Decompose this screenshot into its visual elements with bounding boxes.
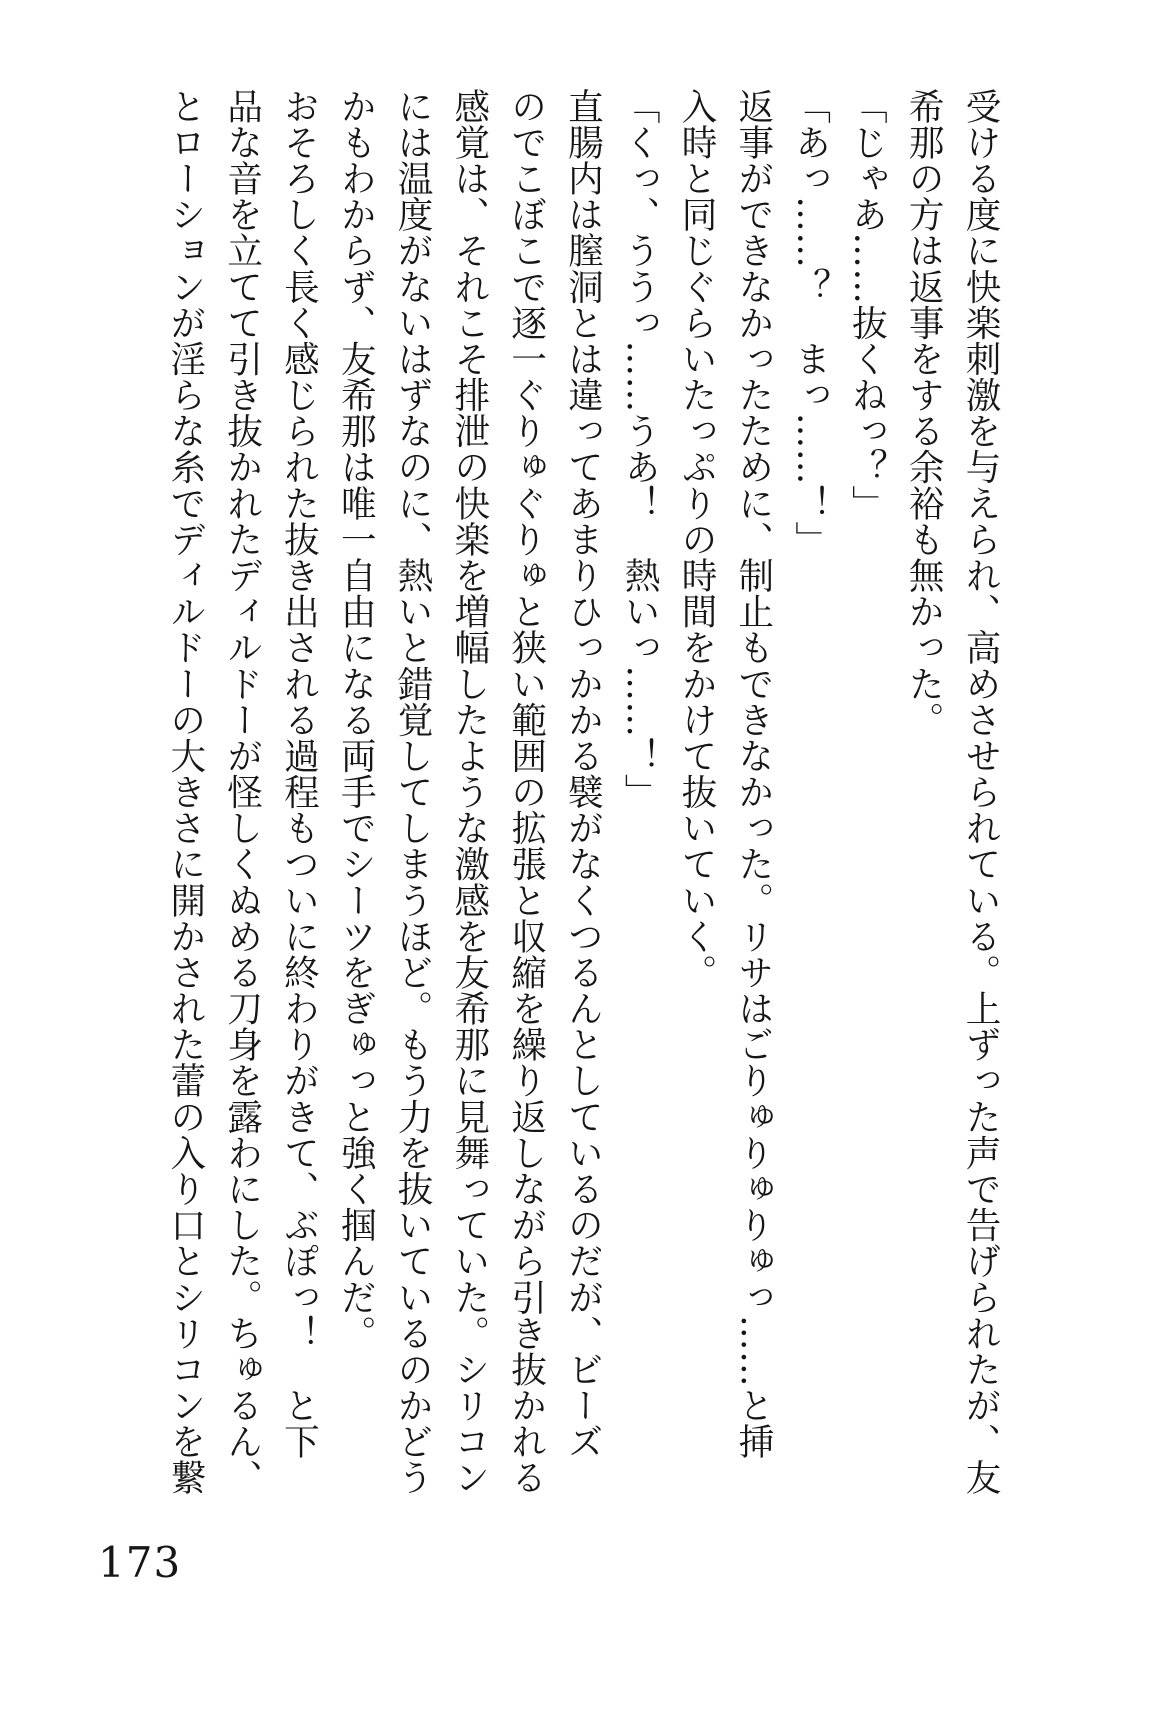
text-line: 「あっ……？ まっ……！」 <box>789 88 831 558</box>
text-line: おそろしく長く感じられた抜き出される過程もついに終わりがきて、ぶぽっ！ と下 <box>278 88 320 1460</box>
text-line: 受ける度に快楽刺激を与えられ、高めさせられている。上ずった声で告げられたが、友 <box>960 88 1001 1496</box>
text-line: 希那の方は返事をする余裕も無かった。 <box>903 88 945 738</box>
text-line: 入時と同じぐらいたっぷりの時間をかけて抜いていく。 <box>676 88 718 991</box>
text-line: とローションが淫らな糸でディルドーの大きさに開かされた蕾の入り口とシリコンを繋 <box>164 88 206 1496</box>
text-line: のでこぼこで逐一ぐりゅぐりゅと狭い範囲の拡張と収縮を繰り返しながら引き抜かれる <box>505 88 547 1496</box>
text-line: 「じゃあ……抜くねっ？」 <box>846 88 888 522</box>
vertical-text-body <box>100 88 1008 1496</box>
text-line: 直腸内は膣洞とは違ってあまりひっかかる襞がなくつるんとしているのだが、ビーズ <box>562 88 604 1460</box>
text-line: かもわからず、友希那は唯一自由になる両手でシーツをぎゅっと強く掴んだ。 <box>335 88 377 1352</box>
text-line: 返事ができなかったために、制止もできなかった。リサはごりゅりゅりゅっ……と挿 <box>732 88 774 1460</box>
text-line: 品な音を立てて引き抜かれたディルドーが怪しくぬめる刀身を露わにした。ちゅるん、 <box>221 88 263 1496</box>
text-line: には温度がないはずなのに、熱いと錯覚してしまうほど。もう力を抜いているのかどう <box>392 88 434 1496</box>
page-number: 173 <box>98 1538 182 1587</box>
text-line: 「くっ、ううっ……うあ！ 熱いっ……！」 <box>619 88 661 810</box>
text-line: 感覚は、それこそ排泄の快楽を増幅したような激感を友希那に見舞っていた。シリコン <box>448 88 490 1496</box>
